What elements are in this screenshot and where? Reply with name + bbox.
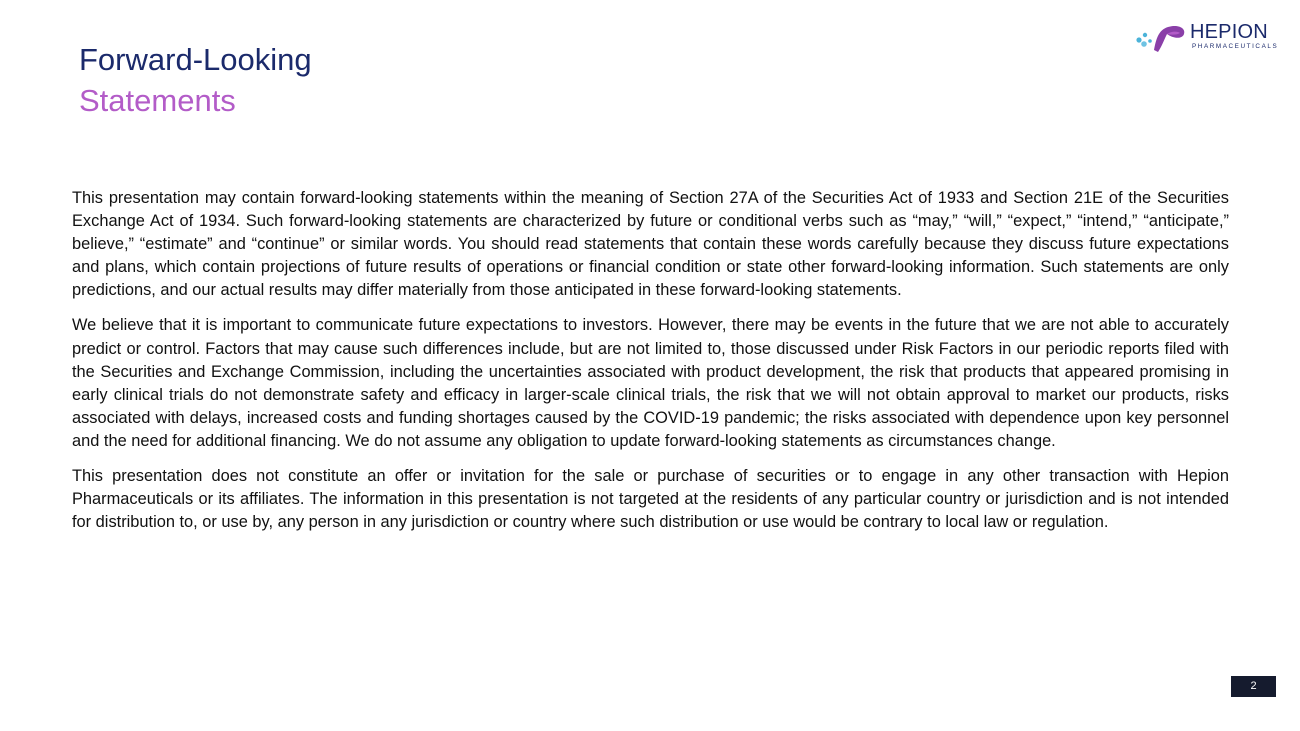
paragraph: This presentation does not constitute an offer or invitation for the sale or purchase of securities or to engage in any other transaction with Hepion Pharmaceuticals or its affiliates. The information in this presentation is not targeted at the residents of any particular country or jurisdiction and is not intended for distribution to, or use by, any person in any jurisdiction or country where such distribution or use would be contrary to local law or regulation. — [72, 467, 1229, 532]
page-number: 2 — [1231, 676, 1276, 697]
hepion-mark-icon — [1134, 22, 1188, 54]
disclaimer-body — [72, 187, 1229, 546]
paragraph: This presentation may contain forward-looking statements within the meaning of Section 27A of the Securities Act of 1933 and Section 21E of the Securities Exchange Act of 1934. Such forward-looking statements are characterized by future or conditional verbs such as “may,” “will,” “expect,” “intend,” “anticipate,” believe,” “estimate” and “continue” or similar words. You should read statements that contain these words carefully because they discuss future expectations and plans, which contain projections of future results of operations or financial condition or state other forward-looking information. Such statements are only predictions, and our actual results may differ materially from those anticipated in these forward-looking statements. — [72, 189, 1229, 300]
page-title: Forward-Looking — [79, 42, 312, 77]
logo-wordmark: HEPION — [1190, 21, 1268, 43]
paragraph: We believe that it is important to communicate future expectations to investors. However, there may be events in the future that we are not able to accurately predict or control. Factors that may cause such differences include, but are not limited to, those discussed under Risk Factors in our periodic reports filed with the Securities and Exchange Commission, including the uncertainties associated with product development, the risk that products that appeared promising in early clinical trials do not demonstrate safety and efficacy in larger-scale clinical trials, the risk that we will not obtain approval to market our products, risks associated with delays, increased costs and funding shortages caused by the COVID-19 pandemic; the risks associated with dependence upon key personnel and the need for additional financing. We do not assume any obligation to update forward-looking statements as circumstances change. — [72, 316, 1229, 450]
company-logo — [1134, 20, 1284, 56]
logo-subtitle: PHARMACEUTICALS — [1192, 43, 1279, 50]
page-subtitle: Statements — [79, 83, 236, 118]
